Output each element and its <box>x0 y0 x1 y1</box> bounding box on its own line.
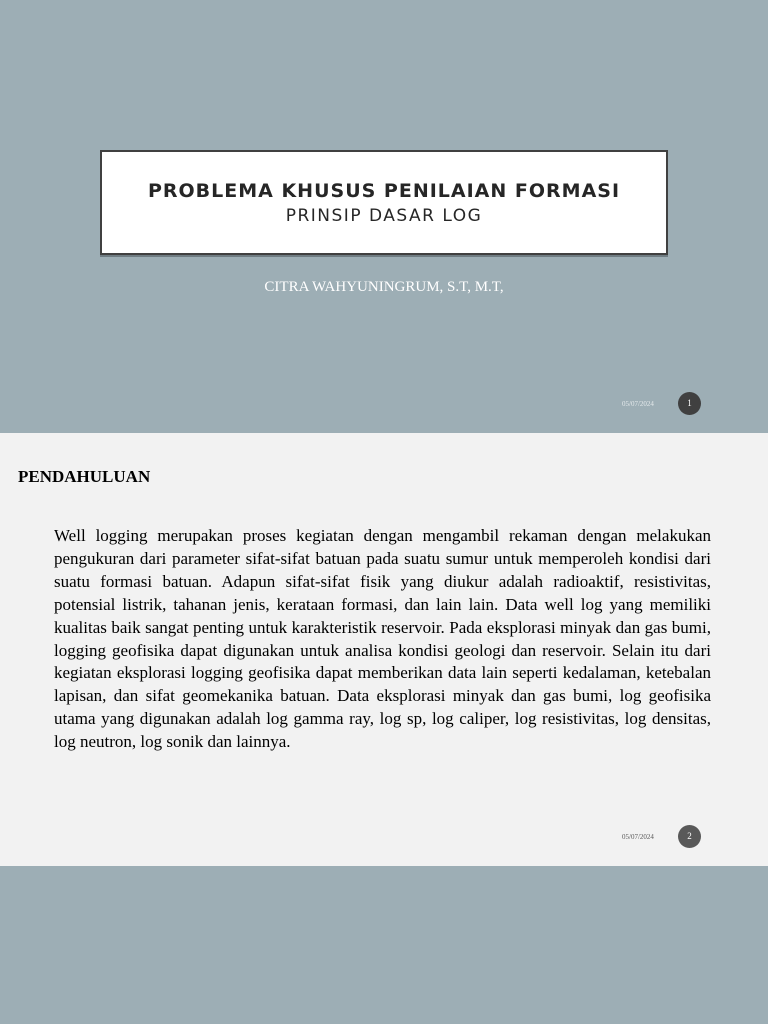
slide-2 <box>0 433 768 866</box>
title-box <box>100 150 668 255</box>
author-name: CITRA WAHYUNINGRUM, S.T, M.T, <box>264 279 504 295</box>
slide-date: 05/07/2024 <box>622 400 654 408</box>
slide-1 <box>0 0 768 433</box>
page-number-badge: 2 <box>678 825 701 848</box>
body-paragraph: Well logging merupakan proses kegiatan dengan mengambil rekaman dengan melakukan pengukuran dari parameter sifat-sifat batuan pada suatu sumur untuk memperoleh kondisi dari suatu formasi batuan. Adapun sifat-sifat fisik yang diukur adalah radioaktif, resistivitas, potensial listrik, tahanan jenis, kerataan formasi, dan lain lain. Data well log yang memiliki kualitas baik sangat penting untuk karakteristik reservoir. Pada eksplorasi minyak dan gas bumi, logging geofisika dapat digunakan untuk analisa kondisi geologi dan reservoir. Selain itu dari kegiatan eksplorasi logging geofisika dapat memberikan data lain seperti kedalaman, ketebalan lapisan, dan sifat geomekanika batuan. Data eksplorasi minyak dan gas bumi, log geofisika utama yang digunakan adalah log gamma ray, log sp, log caliper, log resistivitas, log densitas, log neutron, log sonik dan lainnya. <box>54 526 711 752</box>
slide-title: PROBLEMA KHUSUS PENILAIAN FORMASI <box>147 180 621 202</box>
slide-subtitle: PRINSIP DASAR LOG <box>285 206 483 226</box>
slide-date: 05/07/2024 <box>622 833 654 841</box>
page-number-badge: 1 <box>678 392 701 415</box>
section-heading: PENDAHULUAN <box>18 467 151 486</box>
